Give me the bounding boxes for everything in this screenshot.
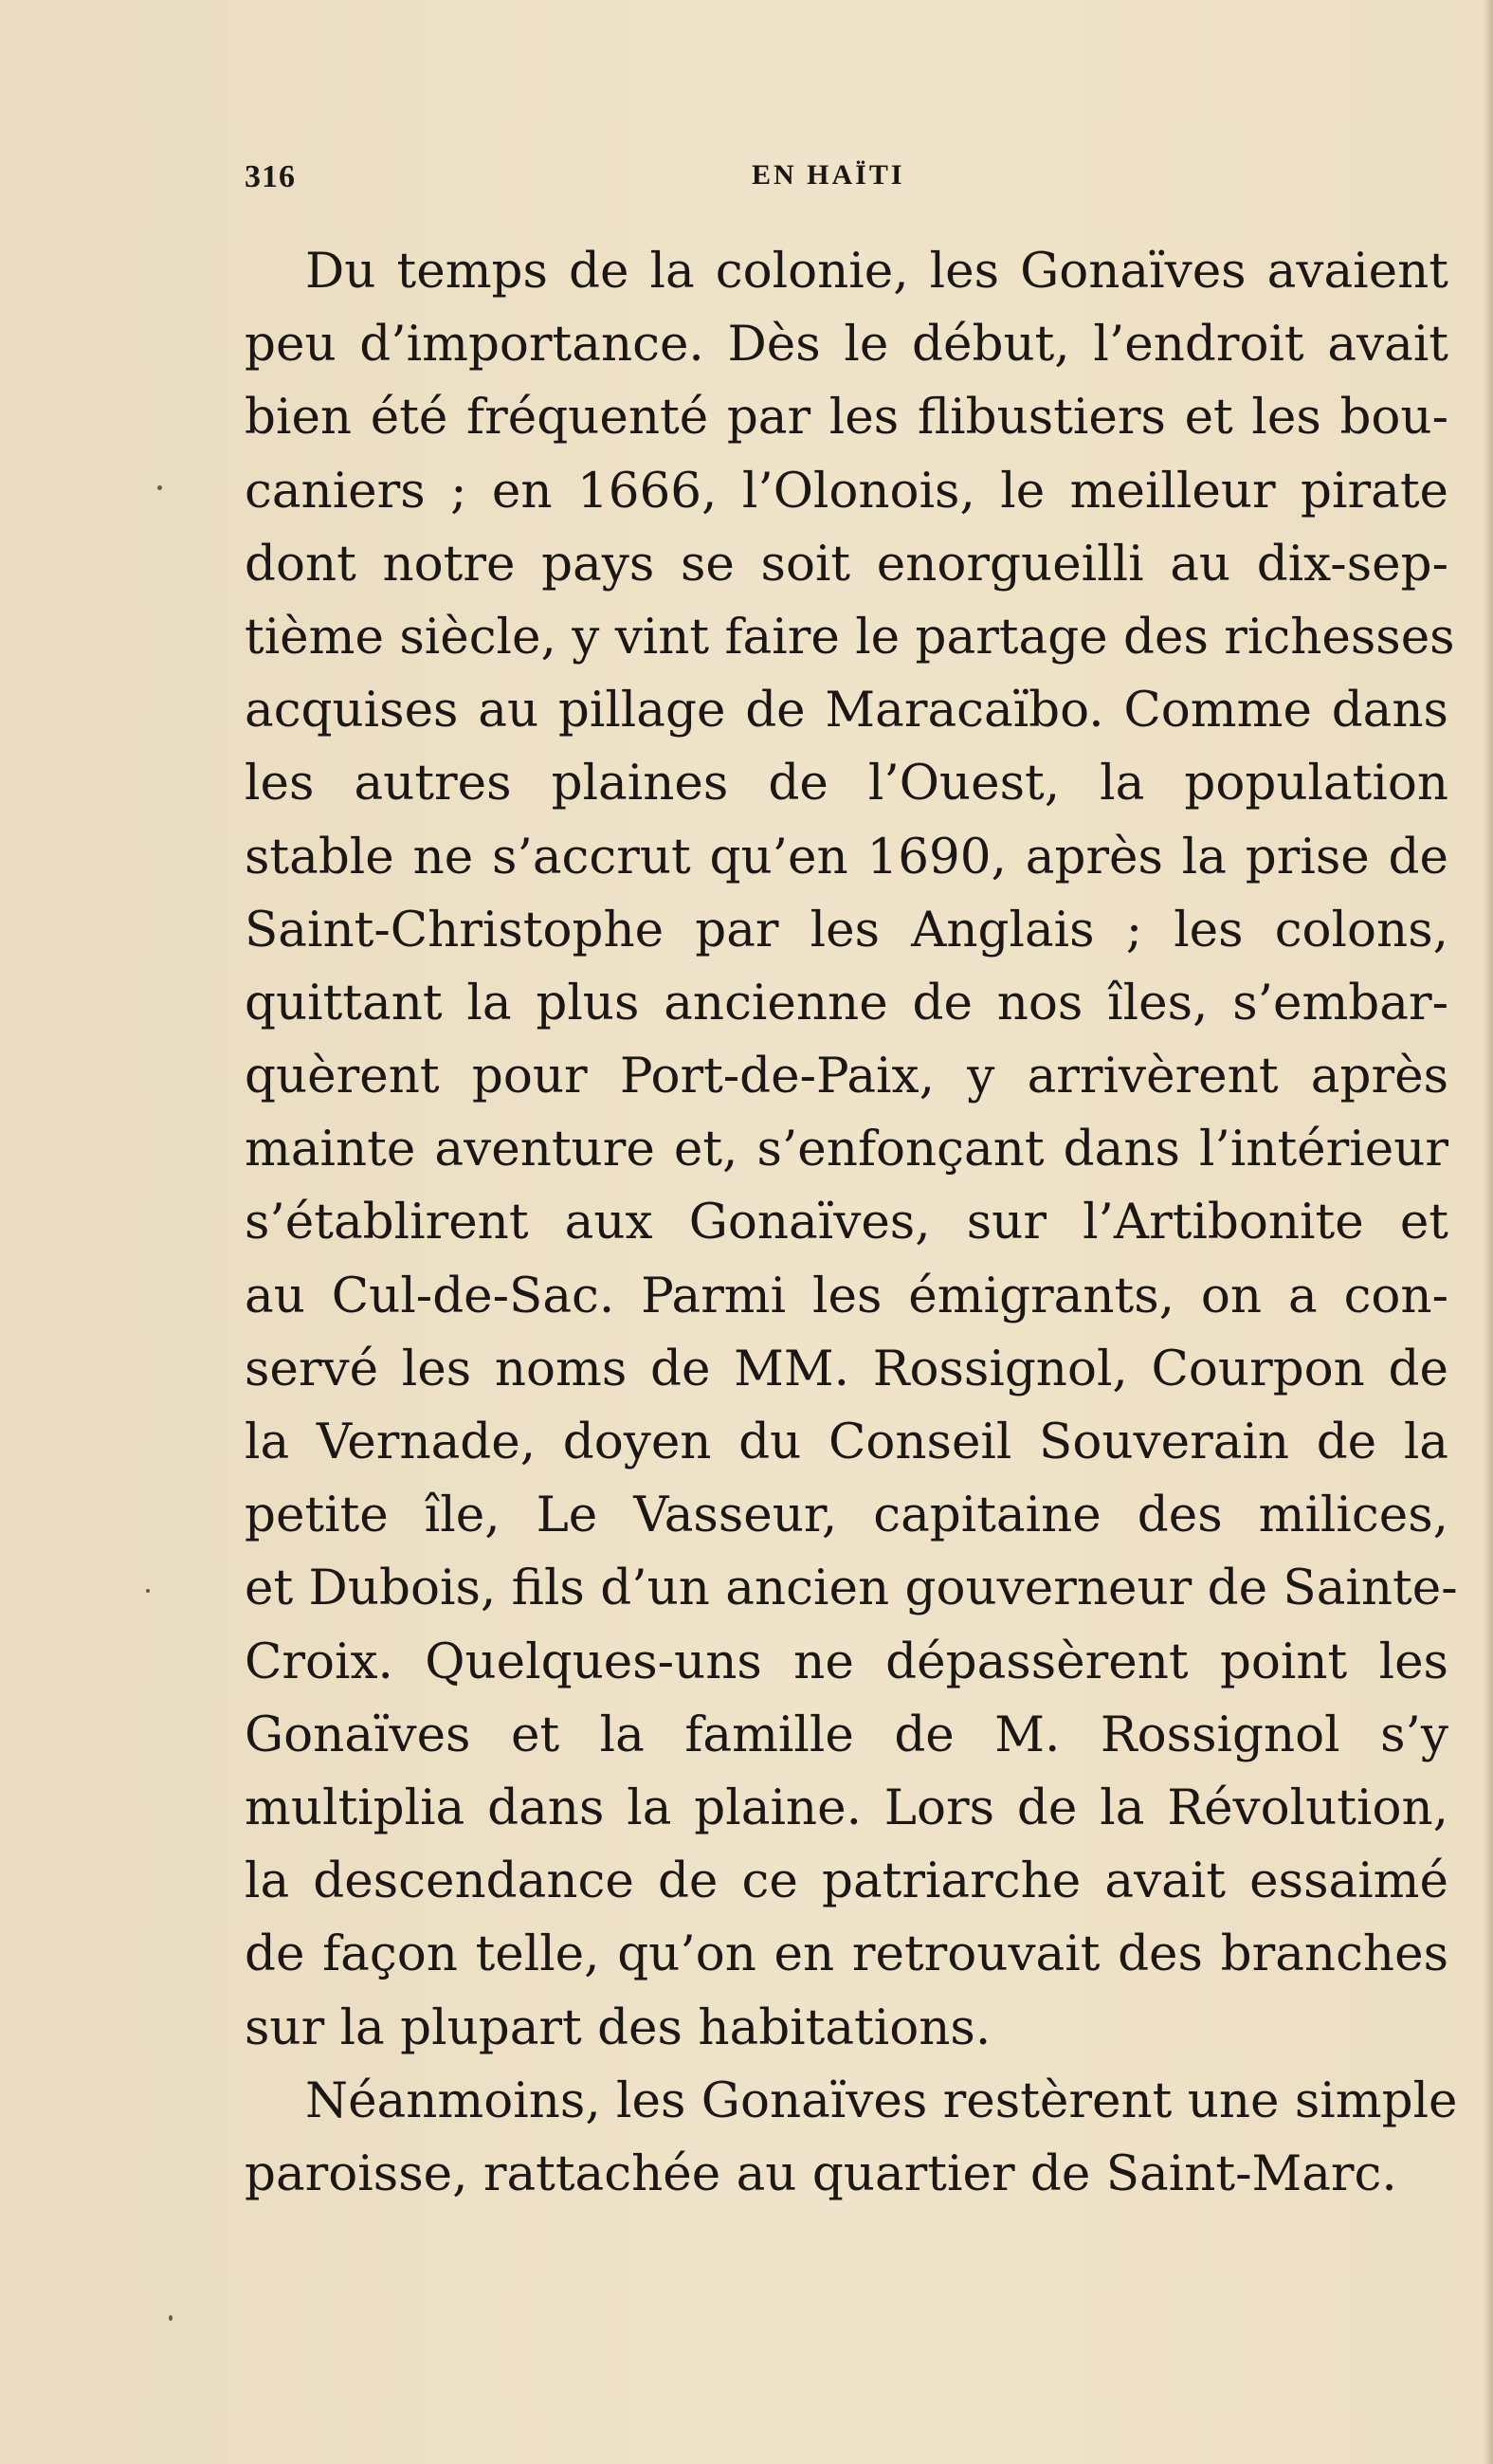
text-line: quittant la plus ancienne de nos îles, s’embar- <box>245 974 1448 1031</box>
text-line: s’établirent aux Gonaïves, sur l’Artibonite et <box>245 1194 1448 1251</box>
text-line: sur la plupart des habitations. <box>245 1999 992 2056</box>
text-line: Néanmoins, les Gonaïves restèrent une simple <box>305 2072 1458 2129</box>
running-header <box>245 159 1420 201</box>
text-line: petite île, Le Vasseur, capitaine des milices, <box>245 1487 1448 1544</box>
text-line: quèrent pour Port-de-Paix, y arrivèrent après <box>245 1048 1448 1105</box>
text-line: mainte aventure et, s’enfonçant dans l’intérieur <box>245 1121 1448 1178</box>
text-line: bien été fréquenté par les flibustiers et les bou- <box>245 389 1448 447</box>
text-line: paroisse, rattachée au quartier de Saint-Marc. <box>245 2145 1397 2202</box>
text-line: dont notre pays se soit enorgueilli au dix-sep- <box>245 535 1448 593</box>
paper-speck <box>169 2315 173 2321</box>
text-line: la Vernade, doyen du Conseil Souverain de la <box>245 1414 1448 1470</box>
text-line: de façon telle, qu’on en retrouvait des branches <box>245 1926 1448 1983</box>
paper-speck <box>146 1589 150 1593</box>
text-line: Gonaïves et la famille de M. Rossignol s’y <box>245 1706 1448 1763</box>
text-line: multiplia dans la plaine. Lors de la Révolution, <box>245 1779 1448 1836</box>
text-line: stable ne s’accrut qu’en 1690, après la prise de <box>245 828 1448 885</box>
text-line: Saint-Christophe par les Anglais ; les colons, <box>245 901 1448 958</box>
text-line: acquises au pillage de Maracaïbo. Comme dans <box>245 682 1448 739</box>
paper-speck <box>157 485 162 490</box>
text-line: caniers ; en 1666, l’Olonois, le meilleur pirate <box>245 462 1448 520</box>
text-line: les autres plaines de l’Ouest, la population <box>245 755 1448 812</box>
text-line: la descendance de ce patriarche avait essaimé <box>245 1853 1448 1910</box>
text-line: Croix. Quelques-uns ne dépassèrent point les <box>245 1633 1448 1690</box>
text-line: peu d’importance. Dès le début, l’endroit avait <box>245 316 1448 374</box>
body-text <box>245 235 1458 2211</box>
text-line: au Cul-de-Sac. Parmi les émigrants, on a con- <box>245 1267 1448 1324</box>
page-edge-shadow <box>1484 0 1493 2464</box>
page-number: 316 <box>245 159 296 194</box>
text-line: et Dubois, fils d’un ancien gouverneur de Sainte- <box>245 1560 1458 1617</box>
text-line: servé les noms de MM. Rossignol, Courpon de <box>245 1340 1448 1397</box>
text-line: Du temps de la colonie, les Gonaïves avaient <box>305 243 1448 300</box>
running-title: EN HAÏTI <box>752 159 905 191</box>
text-line: tième siècle, y vint faire le partage des richesses <box>245 608 1455 666</box>
